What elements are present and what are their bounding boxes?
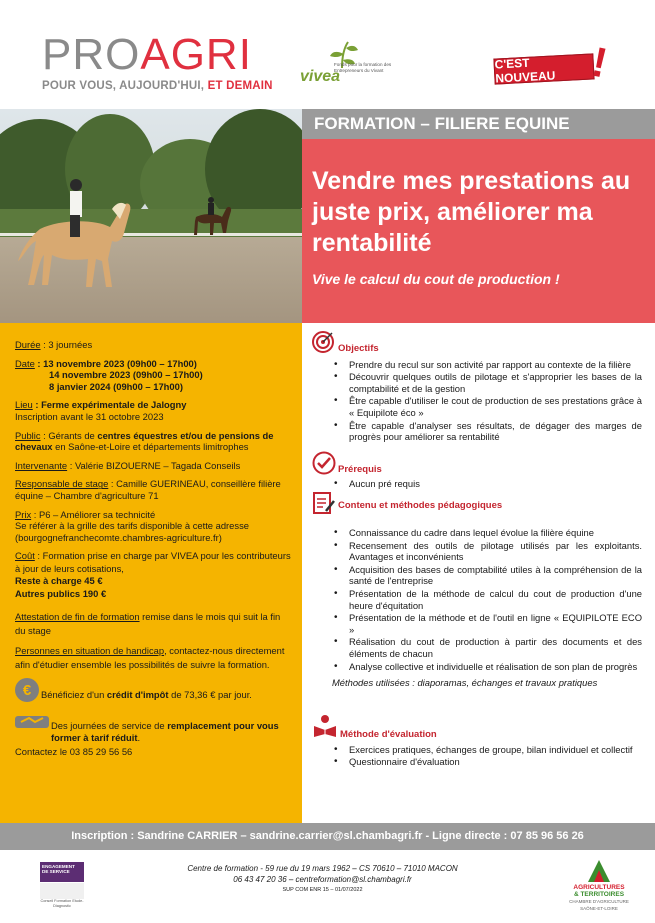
prerequis-list bbox=[312, 478, 642, 490]
check-icon bbox=[312, 451, 336, 475]
intervenante-label: Intervenante bbox=[15, 459, 68, 471]
list-item: • Questionnaire d'évaluation bbox=[334, 756, 642, 768]
prix-value: : P6 – Améliorer sa technicité bbox=[31, 508, 156, 520]
list-item: • Être capable d'analyser ses résultats, de dégager des marges de progrès pour améliorer sa rentabilité bbox=[334, 420, 642, 443]
vivea-logo bbox=[300, 40, 410, 90]
cout-value: : Formation prise en charge par VIVEA pour les contributeurs à jour de leurs cotisations, bbox=[15, 550, 291, 574]
cout-block bbox=[15, 550, 292, 600]
service-contact: Contactez le 03 85 29 56 56 bbox=[15, 745, 133, 757]
date-2: 14 novembre 2023 (09h00 – 17h00) bbox=[49, 369, 203, 381]
footer bbox=[0, 850, 655, 923]
intervenante-block bbox=[15, 460, 292, 472]
logo-agri: AGRI bbox=[140, 30, 252, 79]
evaluation-title: Méthode d'évaluation bbox=[340, 729, 437, 740]
contenu-title: Contenu et méthodes pédagogiques bbox=[338, 500, 503, 512]
footer-contact: 06 43 47 20 36 – centreformation@sl.chambagri.fr bbox=[233, 874, 412, 884]
credit-suffix: de 73,36 € par jour. bbox=[168, 689, 252, 701]
page-subtitle: Vive le calcul du cout de production ! bbox=[312, 271, 560, 287]
book-icon bbox=[312, 714, 338, 738]
list-item: • Découvrir quelques outils de pilotage et s'approprier les bases de la comptabilité et de la gestion bbox=[334, 371, 642, 394]
list-item: • Réalisation du cout de production à partir des documents et des éléments de chacun bbox=[334, 636, 642, 659]
header bbox=[0, 0, 655, 108]
tagline-red: ET DEMAIN bbox=[207, 80, 273, 92]
footer-sup: SUP COM ENR 15 – 01/07/2022 bbox=[282, 887, 363, 893]
prix-block bbox=[15, 509, 292, 544]
list-item: • Connaissance du cadre dans lequel évolue la filière équine bbox=[334, 527, 642, 539]
new-badge-label: C'EST NOUVEAU bbox=[493, 53, 594, 84]
date-block bbox=[15, 358, 292, 393]
prix-label: Prix bbox=[15, 508, 32, 520]
list-item: • Exercices pratiques, échanges de groupe, bilan individuel et collectif bbox=[334, 744, 642, 756]
lieu-label: Lieu bbox=[15, 399, 33, 411]
contenu-list bbox=[312, 527, 642, 672]
credit-impot-row bbox=[15, 678, 292, 702]
list-item: • Recensement des outils de pilotage utilisés par les exploitants. Avantages et inconvénients bbox=[334, 540, 642, 563]
public-block bbox=[15, 430, 292, 453]
agricultures-territoires-logo bbox=[568, 858, 630, 916]
service-prefix: Des journées de service de bbox=[51, 720, 168, 732]
list-item: • Acquisition des bases de comptabilité utiles à la compréhension de la santé de l'entreprise bbox=[334, 564, 642, 587]
vivea-word: vivea bbox=[300, 68, 341, 85]
edit-document-icon bbox=[312, 491, 336, 515]
responsable-block bbox=[15, 478, 292, 501]
proagri-logo bbox=[42, 30, 273, 92]
credit-bold: crédit d'impôt bbox=[106, 689, 169, 701]
handicap-label: Personnes en situation de handicap bbox=[15, 645, 165, 657]
duree-block bbox=[15, 339, 292, 351]
euro-icon: € bbox=[15, 678, 39, 702]
agri-line1: AGRICULTURES bbox=[573, 884, 625, 891]
public-suffix: en Saône-et-Loire et départements limitrophes bbox=[52, 441, 249, 453]
evaluation-list bbox=[312, 744, 642, 768]
prix-line2: Se référer à la grille des tarifs disponible à cette adresse (bourgognefranchecomte.chambres-agriculture.fr) bbox=[15, 520, 249, 543]
title-box bbox=[302, 139, 655, 323]
date-3: 8 janvier 2024 (09h00 – 17h00) bbox=[49, 380, 183, 392]
footer-address-block bbox=[150, 864, 495, 896]
engagement-sub: Conseil Formation Etude-Diagnostic bbox=[40, 899, 84, 908]
lieu-block bbox=[15, 399, 292, 422]
service-row bbox=[15, 712, 292, 757]
vivea-caption: Fonds pour la formation des Entrepreneurs du Vivant bbox=[334, 62, 392, 73]
objectifs-title: Objectifs bbox=[338, 343, 379, 354]
new-badge-exclamation: ! bbox=[587, 37, 612, 87]
lieu-value: : Ferme expérimentale de Jalogny bbox=[32, 399, 187, 411]
responsable-value: : Camille GUERINEAU, conseillère filière équine – Chambre d'agriculture 71 bbox=[15, 478, 281, 501]
attestation-value: remise dans le mois qui suit la fin du stage bbox=[15, 611, 281, 636]
chambre-agriculture-icon bbox=[584, 858, 614, 884]
engagement-service-logo bbox=[40, 862, 84, 912]
list-item: • Présentation de la méthode et de l'outil en ligne « EQUIPILOTE ECO » bbox=[334, 612, 642, 635]
date-1: : 13 novembre 2023 (09h00 – 17h00) bbox=[34, 357, 197, 369]
page-title: Vendre mes prestations au juste prix, améliorer ma rentabilité bbox=[312, 167, 631, 257]
objectifs-list bbox=[312, 359, 642, 443]
responsable-label: Responsable de stage bbox=[15, 478, 109, 490]
public-prefix: : Gérants de bbox=[40, 429, 98, 441]
date-label: Date bbox=[15, 357, 35, 369]
new-badge bbox=[494, 37, 612, 88]
handshake-icon bbox=[15, 712, 49, 732]
formation-category-banner: FORMATION – FILIERE EQUINE bbox=[302, 109, 655, 139]
service-bold: remplacement pour vous former à tarif réduit bbox=[51, 720, 279, 743]
contenu-section bbox=[312, 491, 642, 689]
credit-prefix: Bénéficiez d'un bbox=[41, 689, 107, 701]
tagline-main: POUR VOUS, AUJOURD'HUI, bbox=[42, 80, 208, 92]
reste-a-charge: Reste à charge 45 € bbox=[15, 575, 103, 587]
content-column bbox=[302, 323, 655, 823]
public-label: Public bbox=[15, 429, 41, 441]
list-item: • Être capable d'utiliser le cout de production de ses prestations grâce à « Equipilote éco » bbox=[334, 395, 642, 418]
info-column bbox=[0, 323, 302, 823]
service-suffix: . bbox=[137, 731, 141, 743]
target-icon bbox=[312, 331, 336, 353]
evaluation-section bbox=[312, 711, 642, 769]
public-bold: centres équestres et/ou de pensions de chevaux bbox=[15, 429, 274, 453]
prerequis-title: Prérequis bbox=[338, 464, 382, 475]
attestation-label: Attestation de fin de formation bbox=[15, 611, 140, 623]
handicap-block bbox=[15, 644, 292, 671]
autres-publics: Autres publics 190 € bbox=[15, 587, 107, 599]
methods-note: Méthodes utilisées : diaporamas, échanges et travaux pratiques bbox=[332, 677, 598, 689]
logo-pro: PRO bbox=[42, 30, 141, 79]
inscription-deadline: Inscription avant le 31 octobre 2023 bbox=[15, 410, 164, 422]
agri-line3: CHAMBRE D'AGRICULTURE SAÔNE-ET-LOIRE bbox=[569, 899, 629, 911]
prerequis-section bbox=[312, 450, 642, 490]
handicap-value: , contactez-nous directement afin d'étudier ensemble les possibilités de suivre la formation. bbox=[15, 645, 285, 670]
horse-photo bbox=[0, 109, 302, 323]
intervenante-value: : Valérie BIZOUERNE – Tagada Conseils bbox=[67, 459, 241, 471]
duree-label: Durée bbox=[15, 339, 41, 350]
duree-value: : 3 journées bbox=[40, 339, 93, 350]
engagement-title: ENGAGEMENT DE SERVICE bbox=[40, 862, 84, 882]
agri-line2: & TERRITOIRES bbox=[573, 891, 625, 898]
attestation-block bbox=[15, 610, 292, 637]
footer-address: Centre de formation - 59 rue du 19 mars 1962 – CS 70610 – 71010 MACON bbox=[187, 864, 458, 873]
cout-label: Coût bbox=[15, 550, 35, 562]
list-item: • Prendre du recul sur son activité par rapport au contexte de la filière bbox=[334, 359, 642, 371]
list-item: • Aucun pré requis bbox=[334, 478, 642, 490]
objectifs-section bbox=[312, 329, 642, 444]
list-item: • Présentation de la méthode de calcul du cout de production d'une heure d'équitation bbox=[334, 588, 642, 611]
inscription-bar: Inscription : Sandrine CARRIER – sandrine.carrier@sl.chambagri.fr - Ligne directe : 07 85 96 56 26 bbox=[0, 823, 655, 850]
list-item: • Analyse collective et individuelle et réalisation de son plan de progrès bbox=[334, 661, 642, 673]
